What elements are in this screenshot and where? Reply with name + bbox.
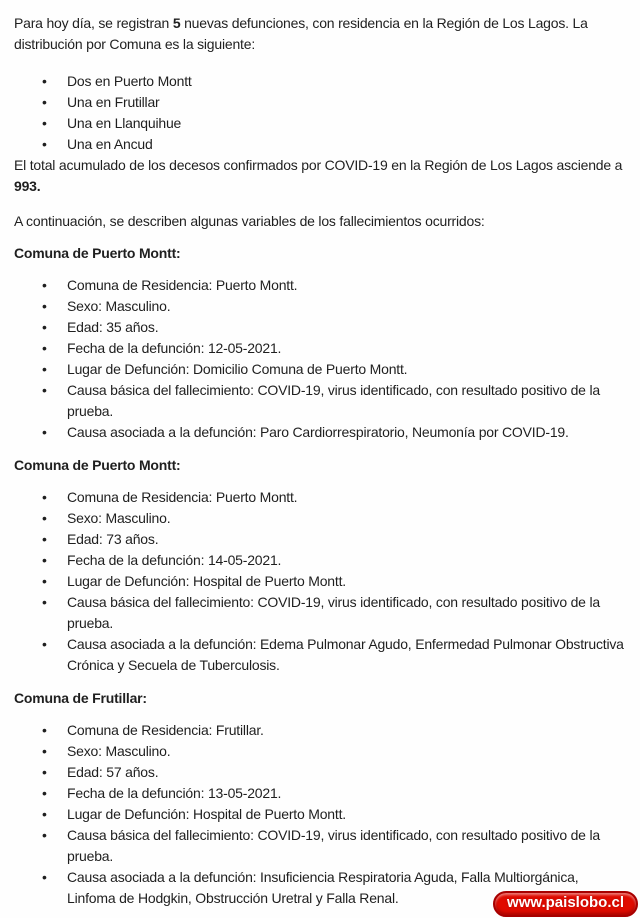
detail-item: • Edad: 35 años. (42, 317, 628, 338)
detail-item: • Comuna de Residencia: Puerto Montt. (42, 275, 628, 296)
detail-item: • Causa básica del fallecimiento: COVID-19, virus identificado, con resultado positivo de la prueba. (42, 592, 628, 634)
comuna-sections-container (14, 243, 628, 909)
distribution-item: • Una en Llanquihue (42, 113, 628, 134)
detail-item: • Causa básica del fallecimiento: COVID-19, virus identificado, con resultado positivo de la prueba. (42, 380, 628, 422)
total-deaths-count: 993. (14, 178, 41, 194)
distribution-item: • Una en Frutillar (42, 92, 628, 113)
detail-item: • Causa asociada a la defunción: Edema Pulmonar Agudo, Enfermedad Pulmonar Obstructiva Crónica y Secuela de Tuberculosis. (42, 634, 628, 676)
continuation-paragraph: A continuación, se describen algunas variables de los fallecimientos ocurridos: (14, 213, 485, 229)
detail-item: • Causa asociada a la defunción: Paro Cardiorrespiratorio, Neumonía por COVID-19. (42, 422, 628, 443)
detail-item: • Edad: 73 años. (42, 529, 628, 550)
detail-item: • Fecha de la defunción: 14-05-2021. (42, 550, 628, 571)
detail-item: • Lugar de Defunción: Hospital de Puerto Montt. (42, 804, 628, 825)
detail-item: • Sexo: Masculino. (42, 296, 628, 317)
intro-paragraph (14, 13, 628, 55)
detail-item: • Lugar de Defunción: Hospital de Puerto Montt. (42, 571, 628, 592)
distribution-list (14, 71, 628, 155)
section-detail-list (14, 720, 628, 909)
detail-item: • Sexo: Masculino. (42, 508, 628, 529)
distribution-item: • Una en Ancud (42, 134, 628, 155)
section-heading: Comuna de Puerto Montt: (14, 245, 181, 261)
comuna-section (14, 243, 628, 443)
detail-item: • Causa básica del fallecimiento: COVID-19, virus identificado, con resultado positivo de la prueba. (42, 825, 628, 867)
paislobo-watermark: www.paislobo.cl (493, 891, 638, 917)
detail-item: • Edad: 57 años. (42, 762, 628, 783)
section-heading: Comuna de Puerto Montt: (14, 457, 181, 473)
detail-item: • Fecha de la defunción: 13-05-2021. (42, 783, 628, 804)
total-text-before: El total acumulado de los decesos confirmados por COVID-19 en la Región de Los Lagos asciende a (14, 157, 623, 173)
distribution-item: • Dos en Puerto Montt (42, 71, 628, 92)
detail-item: • Comuna de Residencia: Frutillar. (42, 720, 628, 741)
detail-item: • Sexo: Masculino. (42, 741, 628, 762)
comuna-section (14, 688, 628, 909)
section-detail-list (14, 275, 628, 443)
intro-text-after: nuevas defunciones, con residencia en la Región de Los Lagos. La distribución por Comuna es la siguiente: (14, 15, 588, 52)
total-paragraph (14, 155, 628, 197)
detail-item: • Lugar de Defunción: Domicilio Comuna de Puerto Montt. (42, 359, 628, 380)
intro-text-before: Para hoy día, se registran (14, 15, 173, 31)
section-heading: Comuna de Frutillar: (14, 690, 147, 706)
detail-item: • Causa asociada a la defunción: Insuficiencia Respiratoria Aguda, Falla Multiorgánica, Linfoma de Hodgkin, Obstrucción Uretral y Falla Renal. (42, 867, 628, 909)
detail-item: • Comuna de Residencia: Puerto Montt. (42, 487, 628, 508)
section-detail-list (14, 487, 628, 676)
new-deaths-count: 5 (172, 15, 181, 31)
comuna-section (14, 455, 628, 676)
detail-item: • Fecha de la defunción: 12-05-2021. (42, 338, 628, 359)
